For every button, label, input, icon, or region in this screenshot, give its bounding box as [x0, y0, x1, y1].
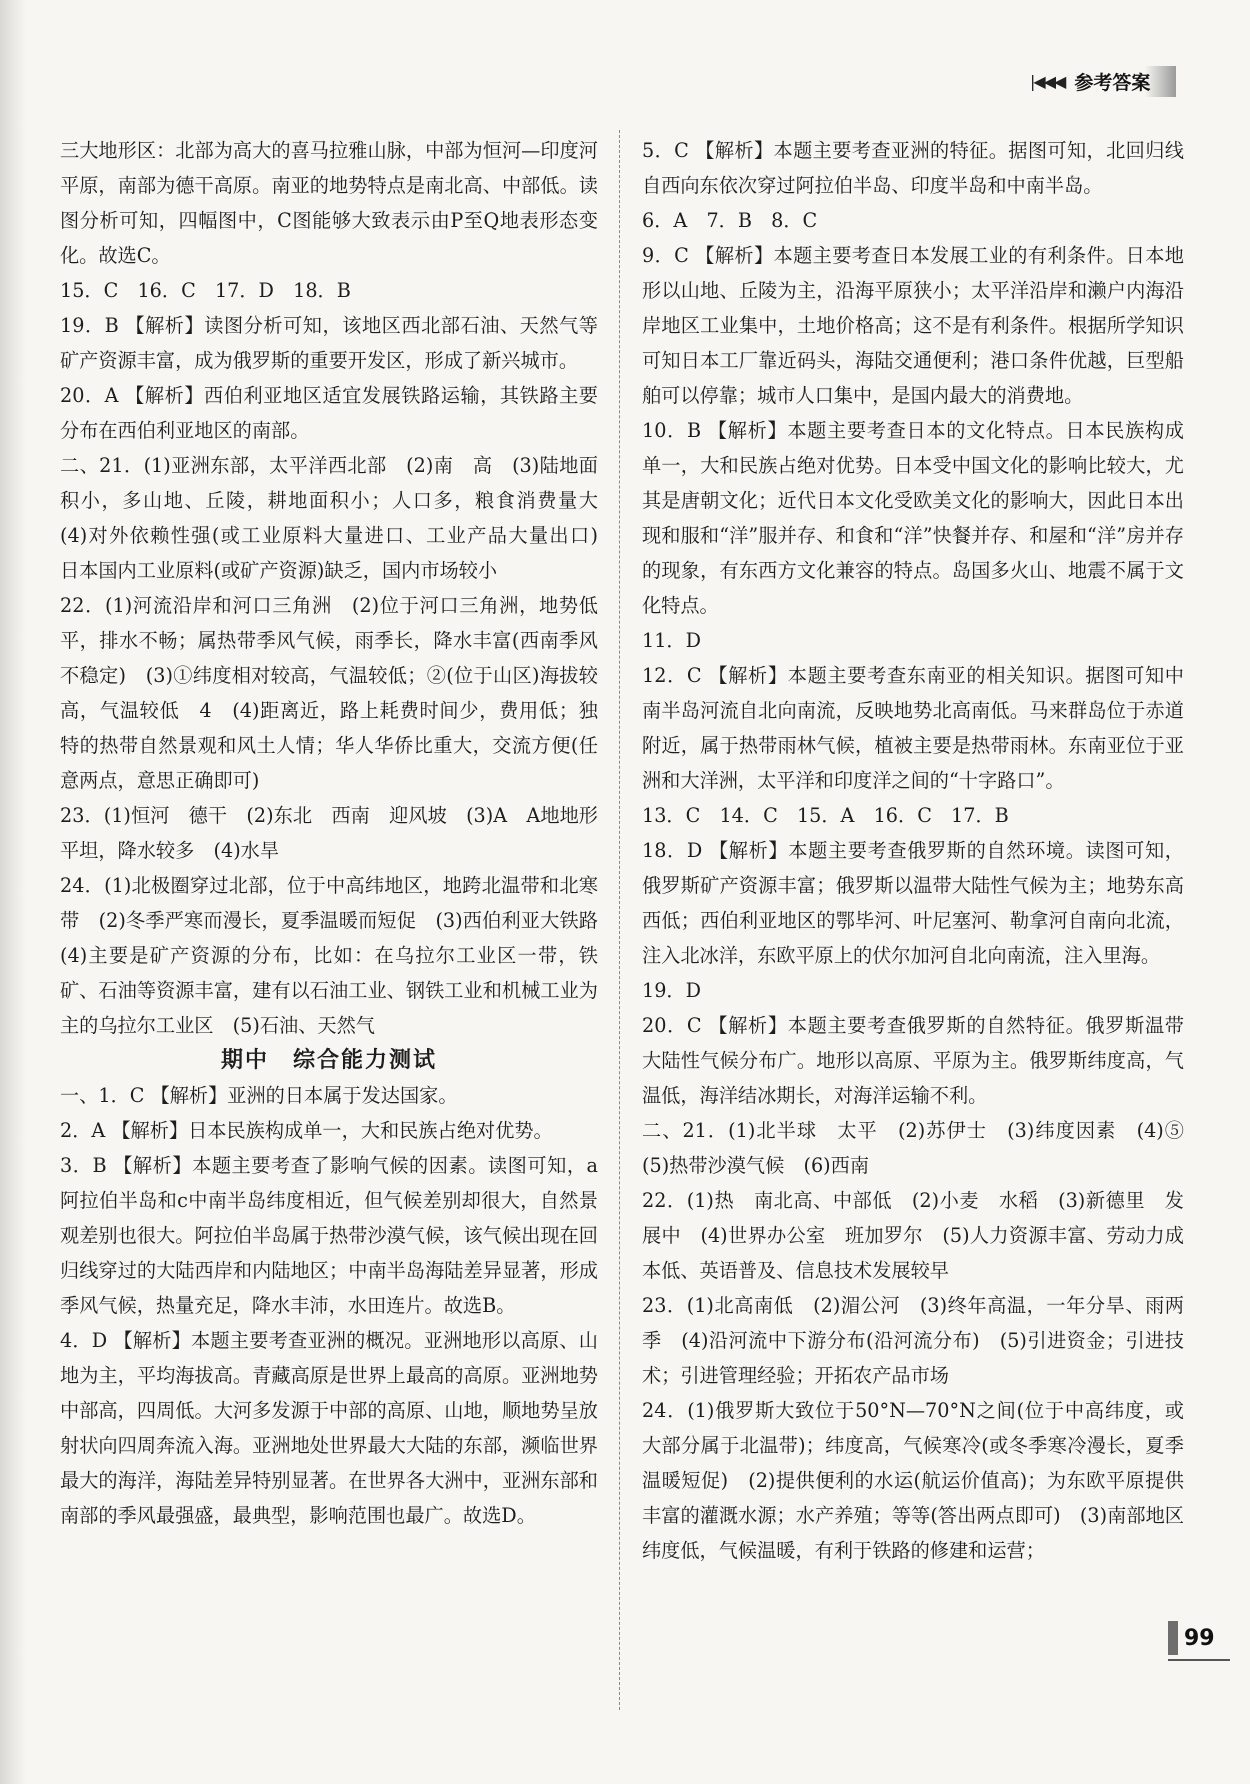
book-spine-shadow — [0, 0, 26, 1784]
answer-paragraph: 22．(1)热 南北高、中部低 (2)小麦 水稻 (3)新德里 发展中 (4)世界办公室 班加罗尔 (5)人力资源丰富、劳动力成本低、英语普及、信息技术发展较早 — [642, 1189, 1184, 1282]
answer-paragraph: 20．C 【解析】本题主要考查俄罗斯的自然特征。俄罗斯温带大陆性气候分布广。地形以高原、平原为主。俄罗斯纬度高，气温低，海洋结冰期长，对海洋运输不利。 — [642, 1014, 1184, 1107]
answer-paragraph: 24．(1)北极圈穿过北部，位于中高纬地区，地跨北温带和北寒带 (2)冬季严寒而漫长，夏季温暖而短促 (3)西伯利亚大铁路 (4)主要是矿产资源的分布，比如：在乌拉尔工业区一带，铁矿、石油等资源丰富，建有以石油工业、钢铁工业和机械工业为主的乌拉尔工业区 (5)石油、天然气 — [60, 874, 618, 1037]
answer-paragraph: 20．A 【解析】西伯利亚地区适宜发展铁路运输，其铁路主要分布在西伯利亚地区的南部。 — [60, 384, 598, 442]
answer-paragraph: 22．(1)河流沿岸和河口三角洲 (2)位于河口三角洲，地势低平，排水不畅；属热带季风气候，雨季长，降水丰富(西南季风不稳定) (3)①纬度相对较高，气温较低；②(位于山区)海拔较高，气温较低 4 (4)距离近，路上耗费时间少，费用低；独特的热带自然景观和风土人情；华人华侨比重大，交流方便(任意两点，意思正确即可) — [60, 594, 598, 792]
answer-paragraph: 一、1．C 【解析】亚洲的日本属于发达国家。 — [60, 1084, 458, 1107]
column-divider — [619, 130, 620, 1710]
answer-paragraph: 10．B 【解析】本题主要考查日本的文化特点。日本民族构成单一，大和民族占绝对优势。日本受中国文化的影响比较大，尤其是唐朝文化；近代日本文化受欧美文化的影响大，因此日本出现和服和“洋”服并存、和食和“洋”快餐并存、和屋和“洋”房并存的现象，有东西方文化兼容的特点。岛国多火山、地震不属于文化特点。 — [642, 419, 1184, 617]
answer-paragraph: 5．C 【解析】本题主要考查亚洲的特征。据图可知，北回归线自西向东依次穿过阿拉伯半岛、印度半岛和中南半岛。 — [642, 139, 1184, 197]
left-column — [60, 133, 618, 1533]
answer-paragraph: 二、21．(1)亚洲东部，太平洋西北部 (2)南 高 (3)陆地面积小，多山地、丘陵，耕地面积小；人口多，粮食消费量大 (4)对外依赖性强(或工业原料大量进口、工业产品大量出口) 日本国内工业原料(或矿产资源)缺乏，国内市场较小 — [60, 454, 618, 582]
right-column — [642, 133, 1204, 1568]
answer-paragraph: 12．C 【解析】本题主要考查东南亚的相关知识。据图可知中南半岛河流自北向南流，反映地势北高南低。马来群岛位于赤道附近，属于热带雨林气候，植被主要是热带雨林。东南亚位于亚洲和大洋洲，太平洋和印度洋之间的“十字路口”。 — [642, 664, 1184, 792]
answer-paragraph: 13．C 14．C 15．A 16．C 17．B — [642, 804, 1009, 827]
answer-paragraph: 3．B 【解析】本题主要考查了影响气候的因素。读图可知，a阿拉伯半岛和c中南半岛纬度相近，但气候差别却很大，自然景观差别也很大。阿拉伯半岛属于热带沙漠气候，该气候出现在回归线穿过的大陆西岸和内陆地区；中南半岛海陆差异显著，形成季风气候，热量充足，降水丰沛，水田连片。故选B。 — [60, 1154, 598, 1317]
section-title: 期中 综合能力测试 — [220, 1048, 437, 1073]
answer-paragraph: 6．A 7．B 8．C — [642, 209, 818, 232]
answer-paragraph: 23．(1)恒河 德干 (2)东北 西南 迎风坡 (3)A A地地形平坦，降水较多 (4)水旱 — [60, 804, 598, 862]
answer-paragraph: 4．D 【解析】本题主要考查亚洲的概况。亚洲地形以高原、山地为主，平均海拔高。青藏高原是世界上最高的高原。亚洲地势中部高，四周低。大河多发源于中部的高原、山地，顺地势呈放射状向四周奔流入海。亚洲地处世界最大大陆的东部，濒临世界最大的海洋，海陆差异特别显著。在世界各大洲中，亚洲东部和南部的季风最强盛，最典型，影响范围也最广。故选D。 — [60, 1329, 598, 1527]
answer-paragraph: 三大地形区：北部为高大的喜马拉雅山脉，中部为恒河—印度河平原，南部为德干高原。南亚的地势特点是南北高、中部低。读图分析可知，四幅图中，C图能够大致表示由P至Q地表形态变化。故选C。 — [60, 139, 598, 267]
answer-paragraph: 18．D 【解析】本题主要考查俄罗斯的自然环境。读图可知，俄罗斯矿产资源丰富；俄罗斯以温带大陆性气候为主；地势东高西低；西伯利亚地区的鄂毕河、叶尼塞河、勒拿河自南向北流，注入北冰洋，东欧平原上的伏尔加河自北向南流，注入里海。 — [642, 839, 1184, 967]
page-number-bar — [1168, 1621, 1178, 1655]
header-title: 参考答案 — [1072, 66, 1176, 97]
answer-paragraph: 11．D — [642, 629, 701, 652]
answer-paragraph: 15．C 16．C 17．D 18．B — [60, 279, 351, 302]
answer-paragraph: 23．(1)北高南低 (2)湄公河 (3)终年高温，一年分旱、雨两季 (4)沿河流中下游分布(沿河流分布) (5)引进资金；引进技术；引进管理经验；开拓农产品市场 — [642, 1294, 1184, 1387]
answer-paragraph: 2．A 【解析】日本民族构成单一，大和民族占绝对优势。 — [60, 1119, 553, 1142]
arrow-icon: |◀◀◀ — [1030, 71, 1065, 91]
answer-paragraph: 19．B 【解析】读图分析可知，该地区西北部石油、天然气等矿产资源丰富，成为俄罗斯的重要开发区，形成了新兴城市。 — [60, 314, 598, 372]
page-number-text: 99 — [1184, 1625, 1215, 1651]
page-header — [1030, 66, 1235, 96]
answer-paragraph: 19．D — [642, 979, 701, 1002]
answer-paragraph: 9．C 【解析】本题主要考查日本发展工业的有利条件。日本地形以山地、丘陵为主，沿海平原狭小；太平洋沿岸和濑户内海沿岸地区工业集中，土地价格高；这不是有利条件。根据所学知识可知日本工厂靠近码头，海陆交通便利；港口条件优越，巨型船舶可以停靠；城市人口集中，是国内最大的消费地。 — [642, 244, 1184, 407]
page-number-underline — [1168, 1659, 1230, 1661]
answer-paragraph: 二、21．(1)北半球 太平 (2)苏伊士 (3)纬度因素 (4)⑤ (5)热带沙漠气候 (6)西南 — [642, 1119, 1204, 1177]
page-number — [1168, 1620, 1228, 1656]
answer-paragraph: 24．(1)俄罗斯大致位于50°N—70°N之间(位于中高纬度，或大部分属于北温带)；纬度高，气候寒冷(或冬季寒冷漫长，夏季温暖短促) (2)提供便利的水运(航运价值高)；为东欧平原提供丰富的灌溉水源；水产养殖；等等(答出两点即可) (3)南部地区纬度低，气候温暖，有利于铁路的修建和运营； — [642, 1399, 1184, 1562]
